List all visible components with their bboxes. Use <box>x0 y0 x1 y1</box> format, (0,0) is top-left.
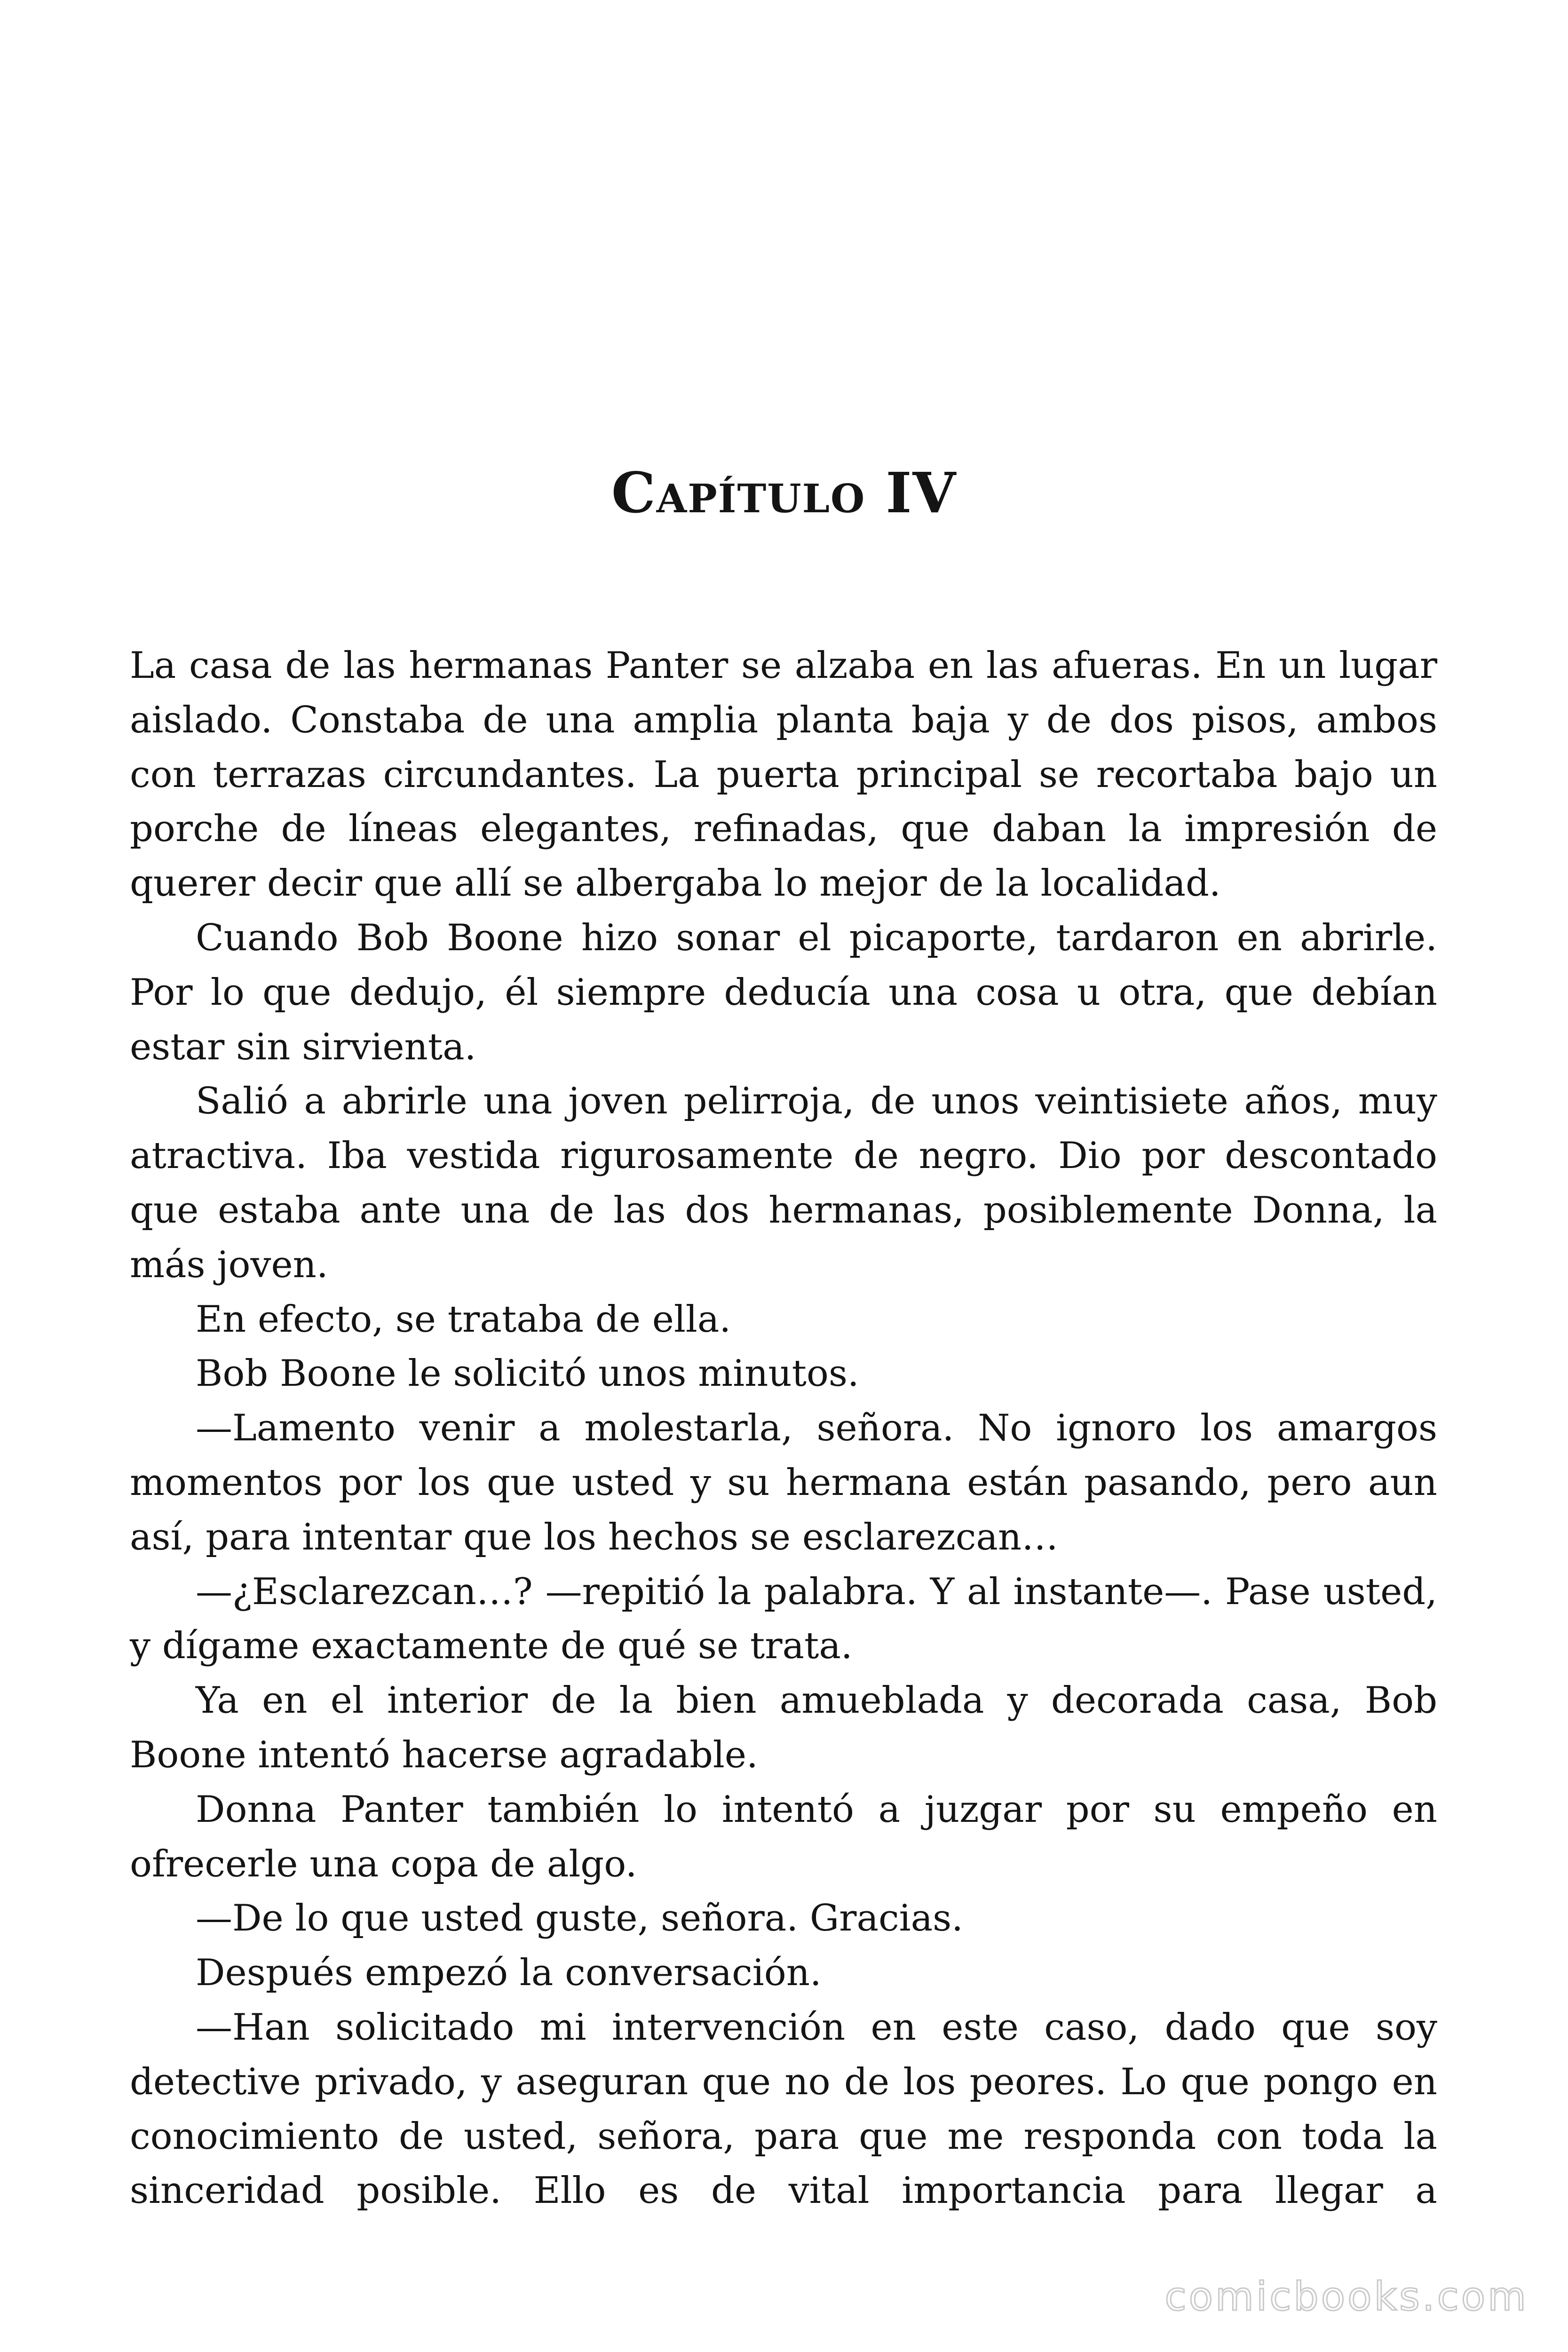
paragraph: —¿Esclarezcan…? —repitió la palabra. Y al instante—. Pase usted, y dígame exactamente de qué se trata. <box>130 1570 1437 1668</box>
paragraph: Donna Panter también lo intentó a juzgar por su empeño en ofrecerle una copa de algo. <box>130 1788 1437 1885</box>
paragraph: —De lo que usted guste, señora. Gracias. <box>196 1897 963 1940</box>
paragraph: La casa de las hermanas Panter se alzaba en las afueras. En un lugar aislado. Constaba de una amplia planta baja y de dos pisos, ambos con terrazas circundantes. La puerta principal se recortaba bajo un porche de líneas elegantes, refinadas, que daban la impresión de querer decir que allí se albergaba lo mejor de la localidad. <box>130 644 1437 905</box>
paragraph: Cuando Bob Boone hizo sonar el picaporte, tardaron en abrirle. Por lo que dedujo, él siempre deducía una cosa u otra, que debían estar sin sirvienta. <box>130 916 1437 1068</box>
chapter-body <box>130 639 1437 2218</box>
paragraph: Después empezó la conversación. <box>196 1952 822 1994</box>
paragraph: Ya en el interior de la bien amueblada y decorada casa, Bob Boone intentó hacerse agradable. <box>130 1679 1437 1776</box>
paragraph: Bob Boone le solicitó unos minutos. <box>196 1352 859 1395</box>
paragraph: —Lamento venir a molestarla, señora. No ignoro los amargos momentos por los que usted y su hermana están pasando, pero aun así, para intentar que los hechos se esclarezcan… <box>130 1407 1437 1558</box>
paragraph: —Han solicitado mi intervención en este caso, dado que soy detective privado, y aseguran que no de los peores. Lo que pongo en conocimiento de usted, señora, para que me responda con toda la sinceridad posible. Ello es de vital importancia para llegar a <box>130 2006 1437 2212</box>
paragraph: En efecto, se trataba de ella. <box>196 1298 731 1341</box>
chapter-title: Capítulo IV <box>611 460 957 525</box>
paragraph: Salió a abrirle una joven pelirroja, de unos veintisiete años, muy atractiva. Iba vestida rigurosamente de negro. Dio por descontado que estaba ante una de las dos hermanas, posiblemente Donna, la más joven. <box>130 1080 1437 1286</box>
watermark: comicbooks.com <box>1164 2273 1528 2320</box>
